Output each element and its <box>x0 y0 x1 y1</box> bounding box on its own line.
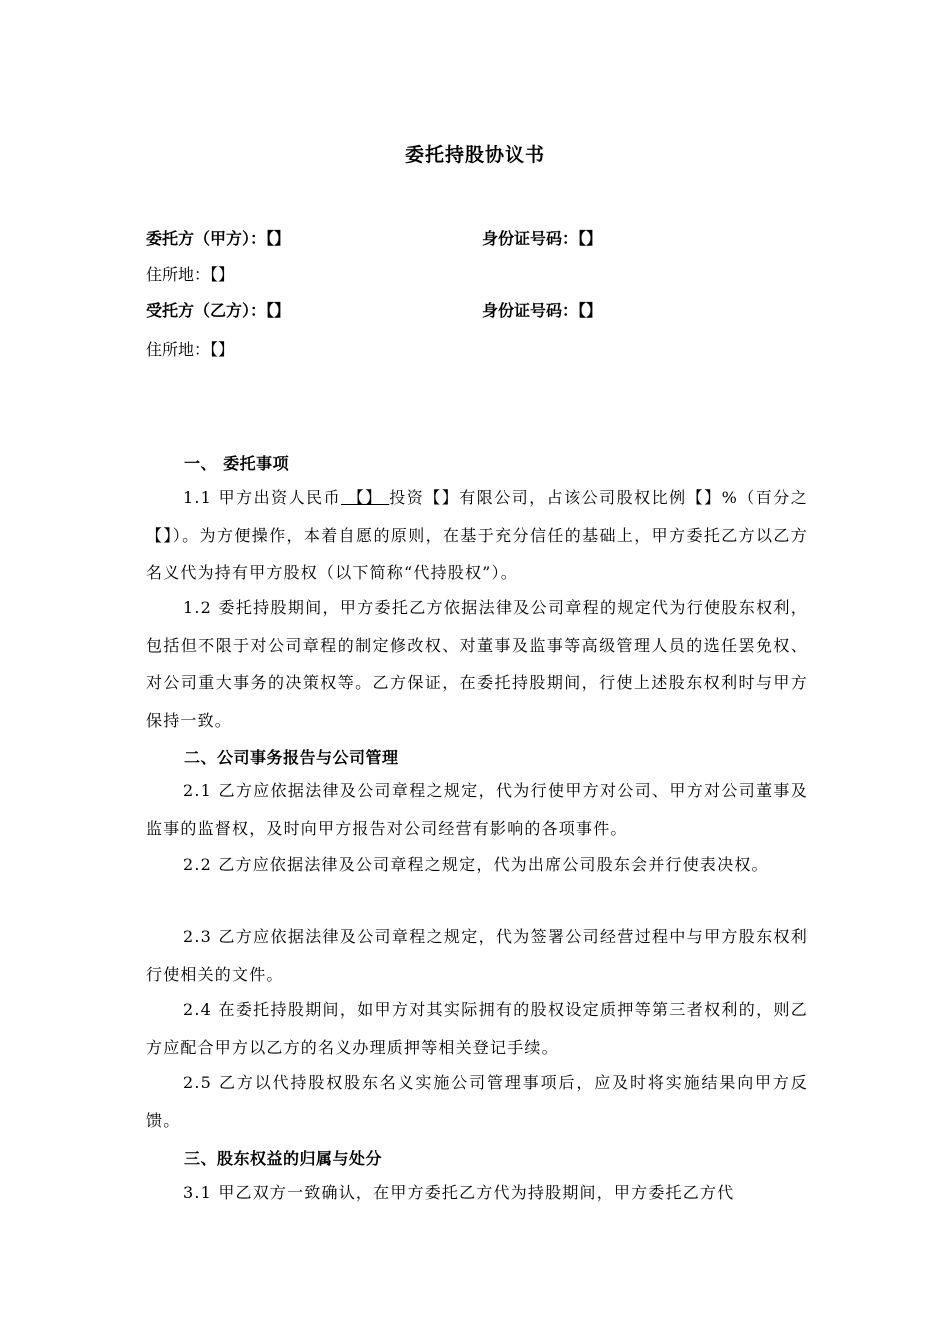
clause-text: 1.1 甲方出资人民币 <box>183 488 342 507</box>
blank-field: 【】 <box>341 488 390 507</box>
clause-2-2: 2.2 乙方应依据法律及公司章程之规定，代为出席公司股东会并行使表决权。 <box>183 855 769 874</box>
clause-1-1 <box>146 479 808 592</box>
clause-2-3: 2.3 乙方应依据法律及公司章程之规定，代为签署公司经营过程中与甲方股东权利行使相关的文件。 <box>146 927 808 984</box>
party-a-address: 住所地：【】 <box>146 265 235 284</box>
clause-1-2: 1.2 委托持股期间，甲方委托乙方依据法律及公司章程的规定代为行使股东权利，包括但不限于对公司章程的制定修改权、对董事及监事等高级管理人员的选任罢免权、对公司重大事务的决策权等。乙方保证，在委托持股期间，行使上述股东权利时与甲方保持一致。 <box>146 598 808 730</box>
section-heading: 三、股东权益的归属与处分 <box>184 1149 383 1168</box>
clause-2-5: 2.5 乙方以代持股权股东名义实施公司管理事项后，应及时将实施结果向甲方反馈。 <box>146 1073 808 1130</box>
party-a-label: 委托方（甲方）：【】 <box>146 229 291 248</box>
clause-text: 投资【】有限公司，占该公司股权比例【】%（百分之【】）。为方便操作，本着自愿的原则，在基于充分信任的基础上，甲方委托乙方以乙方名义代为持有甲方股权（以下简称“代持股权”）。 <box>146 488 808 582</box>
party-b-id-label: 身份证号码：【】 <box>482 301 603 320</box>
document-title: 委托持股协议书 <box>404 144 545 166</box>
party-a-id-label: 身份证号码：【】 <box>482 229 603 248</box>
party-b-label: 受托方（乙方）：【】 <box>146 301 291 320</box>
clause-2-1: 2.1 乙方应依据法律及公司章程之规定，代为行使甲方对公司、甲方对公司董事及监事的监督权，及时向甲方报告对公司经营有影响的各项事件。 <box>146 781 808 838</box>
clause-3-1: 3.1 甲乙双方一致确认，在甲方委托乙方代为持股期间，甲方委托乙方代 <box>183 1183 735 1202</box>
section-heading: 一、 委托事项 <box>184 454 290 473</box>
section-heading: 二、公司事务报告与公司管理 <box>184 748 399 767</box>
clause-2-4: 2.4 在委托持股期间，如甲方对其实际拥有的股权设定质押等第三者权利的，则乙方应配合甲方以乙方的名义办理质押等相关登记手续。 <box>146 1000 808 1057</box>
party-b-address: 住所地：【】 <box>146 340 235 359</box>
